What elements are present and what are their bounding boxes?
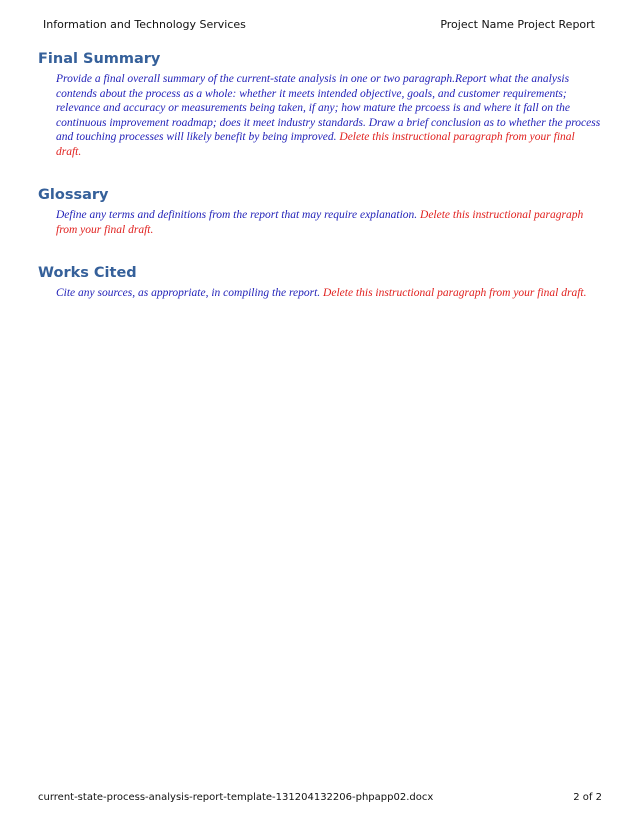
- section-works-cited: [38, 263, 602, 301]
- section-glossary: [38, 185, 602, 237]
- section-paragraph: [56, 208, 602, 237]
- header-organization: Information and Technology Services: [43, 18, 246, 31]
- instruction-text: Provide a final overall summary of the current-state analysis in one or two paragraph.Report what the analysis contends about the process as a whole: whether it meets intended objective, goals, and customer requirements; relevance and accuracy or measurements being taken, if any; how mature the prcoess is and where it fall on the continuous improvement roadmap; does it meet industry standards. Draw a brief conclusion as to whether the process and touching processes will likely benefit by being improved.: [56, 73, 601, 143]
- document-body: [38, 49, 602, 327]
- section-heading: Final Summary: [38, 51, 161, 67]
- delete-note: Delete this instructional paragraph from your final draft.: [56, 209, 584, 236]
- footer-filename: current-state-process-analysis-report-template-131204132206-phpapp02.docx: [38, 792, 434, 803]
- delete-note: Delete this instructional paragraph from your final draft.: [56, 131, 575, 158]
- instruction-text: Define any terms and definitions from the report that may require explanation.: [56, 209, 418, 221]
- header-report-title: Project Name Project Report: [440, 18, 595, 31]
- page-footer: [38, 792, 602, 806]
- section-paragraph: [56, 72, 602, 159]
- section-heading: Glossary: [38, 187, 109, 203]
- section-heading: Works Cited: [38, 265, 137, 281]
- instruction-text: Cite any sources, as appropriate, in compiling the report.: [56, 287, 321, 299]
- section-final-summary: [38, 49, 602, 159]
- page-header: [43, 18, 595, 34]
- page-number: 2 of 2: [573, 792, 602, 803]
- section-paragraph: [56, 286, 602, 301]
- delete-note: Delete this instructional paragraph from your final draft.: [323, 287, 587, 299]
